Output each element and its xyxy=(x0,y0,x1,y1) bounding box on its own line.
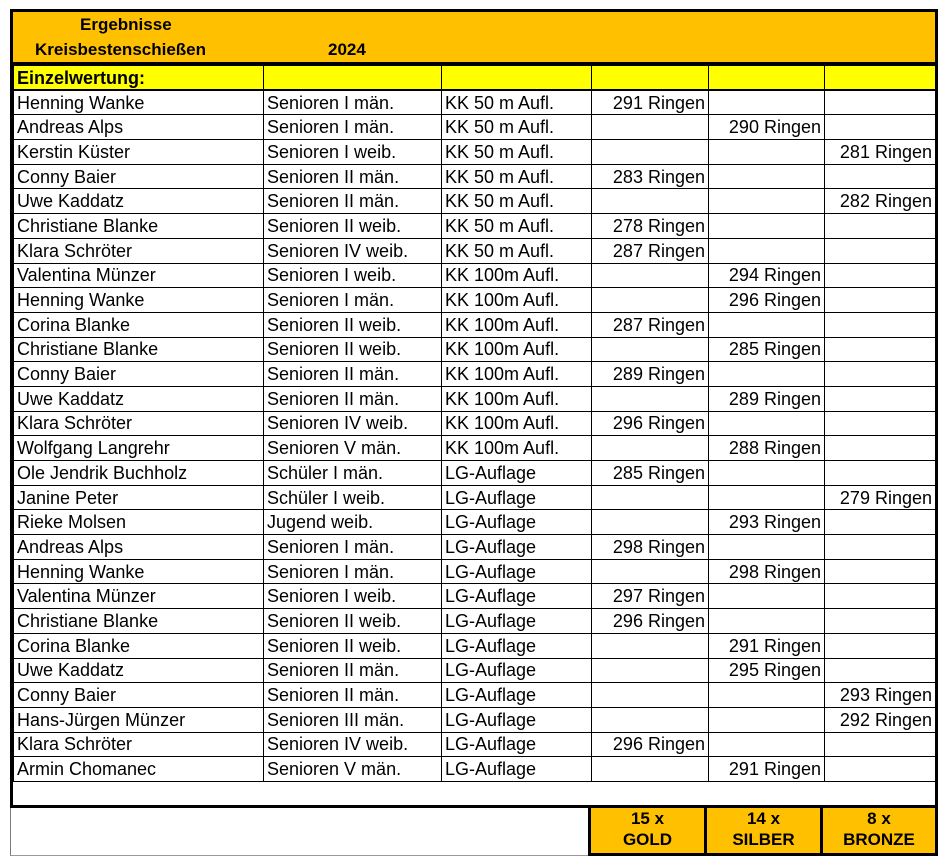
discipline-cell[interactable]: KK 100m Aufl. xyxy=(442,411,592,436)
silber-cell[interactable]: 288 Ringen xyxy=(709,436,825,461)
table-row xyxy=(14,189,936,214)
name-cell[interactable]: Corina Blanke xyxy=(14,633,264,658)
discipline-cell[interactable]: KK 50 m Aufl. xyxy=(442,164,592,189)
silber-cell[interactable] xyxy=(709,238,825,263)
gold-cell[interactable] xyxy=(592,288,709,313)
discipline-cell[interactable]: KK 50 m Aufl. xyxy=(442,115,592,140)
total-gold-cell[interactable] xyxy=(588,808,707,856)
gold-cell[interactable] xyxy=(592,757,709,782)
bronze-cell[interactable] xyxy=(825,362,936,387)
table-row xyxy=(14,411,936,436)
section-cell[interactable] xyxy=(442,66,592,91)
name-cell[interactable]: Uwe Kaddatz xyxy=(14,658,264,683)
discipline-cell[interactable]: LG-Auflage xyxy=(442,485,592,510)
silber-cell[interactable]: 295 Ringen xyxy=(709,658,825,683)
silber-cell[interactable] xyxy=(709,362,825,387)
class-cell[interactable]: Senioren II män. xyxy=(264,683,442,708)
section-cell[interactable] xyxy=(825,66,936,91)
gold-cell[interactable] xyxy=(592,707,709,732)
table-row xyxy=(14,683,936,708)
name-cell[interactable]: Henning Wanke xyxy=(14,288,264,313)
gold-cell[interactable]: 278 Ringen xyxy=(592,214,709,239)
table-row xyxy=(14,461,936,486)
discipline-cell[interactable]: LG-Auflage xyxy=(442,707,592,732)
silber-cell[interactable] xyxy=(709,411,825,436)
bronze-cell[interactable] xyxy=(825,461,936,486)
name-cell[interactable]: Ole Jendrik Buchholz xyxy=(14,461,264,486)
name-cell[interactable]: Christiane Blanke xyxy=(14,337,264,362)
bronze-cell[interactable] xyxy=(825,288,936,313)
class-cell[interactable]: Schüler I män. xyxy=(264,461,442,486)
bronze-cell[interactable] xyxy=(825,535,936,560)
discipline-cell[interactable]: KK 100m Aufl. xyxy=(442,436,592,461)
discipline-cell[interactable]: KK 100m Aufl. xyxy=(442,288,592,313)
discipline-cell[interactable]: LG-Auflage xyxy=(442,757,592,782)
silber-cell[interactable]: 298 Ringen xyxy=(709,559,825,584)
discipline-cell[interactable]: LG-Auflage xyxy=(442,559,592,584)
bronze-cell[interactable] xyxy=(825,584,936,609)
name-cell[interactable]: Klara Schröter xyxy=(14,238,264,263)
total-gold-label: GOLD xyxy=(622,830,673,849)
bronze-cell[interactable] xyxy=(825,633,936,658)
table-row xyxy=(14,312,936,337)
table-row xyxy=(14,510,936,535)
class-cell[interactable]: Senioren V män. xyxy=(264,757,442,782)
discipline-cell[interactable]: LG-Auflage xyxy=(442,683,592,708)
table-row xyxy=(14,436,936,461)
bronze-cell[interactable]: 282 Ringen xyxy=(825,189,936,214)
table-row xyxy=(14,584,936,609)
table-row xyxy=(14,288,936,313)
bronze-cell[interactable] xyxy=(825,609,936,634)
bronze-cell[interactable] xyxy=(825,238,936,263)
table-row xyxy=(14,90,936,115)
gold-cell[interactable]: 285 Ringen xyxy=(592,461,709,486)
header-year: 2024 xyxy=(328,40,366,59)
class-cell[interactable]: Senioren I män. xyxy=(264,535,442,560)
name-cell[interactable]: Hans-Jürgen Münzer xyxy=(14,707,264,732)
bronze-cell[interactable] xyxy=(825,214,936,239)
discipline-cell[interactable]: LG-Auflage xyxy=(442,658,592,683)
table-row xyxy=(14,485,936,510)
name-cell[interactable]: Rieke Molsen xyxy=(14,510,264,535)
bronze-cell[interactable] xyxy=(825,312,936,337)
silber-cell[interactable] xyxy=(709,609,825,634)
class-cell[interactable]: Senioren IV weib. xyxy=(264,732,442,757)
table-row xyxy=(14,658,936,683)
bronze-cell[interactable] xyxy=(825,559,936,584)
total-bronze-count: 8 x xyxy=(867,809,891,828)
class-cell[interactable]: Senioren II weib. xyxy=(264,337,442,362)
silber-cell[interactable] xyxy=(709,189,825,214)
class-cell[interactable]: Jugend weib. xyxy=(264,510,442,535)
gold-cell[interactable]: 291 Ringen xyxy=(592,90,709,115)
bronze-cell[interactable] xyxy=(825,658,936,683)
class-cell[interactable]: Senioren I weib. xyxy=(264,584,442,609)
class-cell[interactable]: Senioren I weib. xyxy=(264,263,442,288)
bronze-cell[interactable] xyxy=(825,510,936,535)
gold-cell[interactable] xyxy=(592,436,709,461)
gold-cell[interactable]: 287 Ringen xyxy=(592,238,709,263)
bronze-cell[interactable] xyxy=(825,757,936,782)
silber-cell[interactable] xyxy=(709,683,825,708)
bronze-cell[interactable] xyxy=(825,90,936,115)
total-bronze-cell[interactable] xyxy=(820,808,938,856)
discipline-cell[interactable]: LG-Auflage xyxy=(442,584,592,609)
gold-cell[interactable]: 296 Ringen xyxy=(592,411,709,436)
section-row xyxy=(14,66,936,91)
discipline-cell[interactable]: LG-Auflage xyxy=(442,461,592,486)
name-cell[interactable]: Conny Baier xyxy=(14,362,264,387)
bronze-cell[interactable]: 281 Ringen xyxy=(825,140,936,165)
class-cell[interactable]: Senioren II weib. xyxy=(264,633,442,658)
gold-cell[interactable] xyxy=(592,510,709,535)
class-cell[interactable]: Senioren V män. xyxy=(264,436,442,461)
class-cell[interactable]: Senioren II män. xyxy=(264,164,442,189)
header-subtitle: Kreisbestenschießen xyxy=(35,40,207,59)
discipline-cell[interactable]: KK 100m Aufl. xyxy=(442,362,592,387)
table-row xyxy=(14,164,936,189)
class-cell[interactable]: Senioren II weib. xyxy=(264,312,442,337)
class-cell[interactable]: Senioren I män. xyxy=(264,559,442,584)
silber-cell[interactable]: 294 Ringen xyxy=(709,263,825,288)
name-cell[interactable]: Armin Chomanec xyxy=(14,757,264,782)
name-cell[interactable]: Andreas Alps xyxy=(14,115,264,140)
table-row xyxy=(14,115,936,140)
silber-cell[interactable] xyxy=(709,535,825,560)
table-row xyxy=(14,263,936,288)
silber-cell[interactable]: 285 Ringen xyxy=(709,337,825,362)
bronze-cell[interactable] xyxy=(825,115,936,140)
class-cell[interactable]: Schüler I weib. xyxy=(264,485,442,510)
silber-cell[interactable]: 289 Ringen xyxy=(709,386,825,411)
discipline-cell[interactable]: LG-Auflage xyxy=(442,732,592,757)
gold-cell[interactable] xyxy=(592,189,709,214)
bronze-cell[interactable] xyxy=(825,337,936,362)
gold-cell[interactable]: 297 Ringen xyxy=(592,584,709,609)
table-row xyxy=(14,609,936,634)
class-cell[interactable]: Senioren II män. xyxy=(264,362,442,387)
table-row xyxy=(14,757,936,782)
discipline-cell[interactable]: LG-Auflage xyxy=(442,633,592,658)
gold-cell[interactable] xyxy=(592,559,709,584)
gold-cell[interactable] xyxy=(592,337,709,362)
gold-cell[interactable]: 287 Ringen xyxy=(592,312,709,337)
totals-footer xyxy=(10,808,938,856)
silber-cell[interactable] xyxy=(709,164,825,189)
class-cell[interactable]: Senioren II weib. xyxy=(264,214,442,239)
bronze-cell[interactable]: 293 Ringen xyxy=(825,683,936,708)
discipline-cell[interactable]: KK 100m Aufl. xyxy=(442,263,592,288)
class-cell[interactable]: Senioren IV weib. xyxy=(264,411,442,436)
name-cell[interactable]: Conny Baier xyxy=(14,164,264,189)
name-cell[interactable]: Andreas Alps xyxy=(14,535,264,560)
silber-cell[interactable]: 291 Ringen xyxy=(709,633,825,658)
section-cell[interactable] xyxy=(592,66,709,91)
class-cell[interactable]: Senioren II män. xyxy=(264,386,442,411)
discipline-cell[interactable]: LG-Auflage xyxy=(442,609,592,634)
table-row xyxy=(14,707,936,732)
gold-cell[interactable]: 283 Ringen xyxy=(592,164,709,189)
total-silber-count: 14 x xyxy=(746,809,781,828)
gold-cell[interactable]: 298 Ringen xyxy=(592,535,709,560)
silber-cell[interactable] xyxy=(709,485,825,510)
discipline-cell[interactable]: KK 50 m Aufl. xyxy=(442,90,592,115)
table-row xyxy=(14,214,936,239)
discipline-cell[interactable]: KK 100m Aufl. xyxy=(442,386,592,411)
class-cell[interactable]: Senioren I weib. xyxy=(264,140,442,165)
name-cell[interactable]: Christiane Blanke xyxy=(14,609,264,634)
table-row xyxy=(14,386,936,411)
bronze-cell[interactable]: 292 Ringen xyxy=(825,707,936,732)
class-cell[interactable]: Senioren I män. xyxy=(264,288,442,313)
table-row xyxy=(14,559,936,584)
name-cell[interactable]: Janine Peter xyxy=(14,485,264,510)
silber-cell[interactable] xyxy=(709,461,825,486)
bronze-cell[interactable] xyxy=(825,263,936,288)
total-gold-count: 15 x xyxy=(630,809,665,828)
name-cell[interactable]: Wolfgang Langrehr xyxy=(14,436,264,461)
table-row xyxy=(14,362,936,387)
discipline-cell[interactable]: LG-Auflage xyxy=(442,535,592,560)
silber-cell[interactable] xyxy=(709,584,825,609)
name-cell[interactable]: Henning Wanke xyxy=(14,559,264,584)
section-cell[interactable] xyxy=(709,66,825,91)
gold-cell[interactable]: 296 Ringen xyxy=(592,732,709,757)
bronze-cell[interactable] xyxy=(825,411,936,436)
name-cell[interactable]: Klara Schröter xyxy=(14,732,264,757)
table-row xyxy=(14,238,936,263)
class-cell[interactable]: Senioren II män. xyxy=(264,658,442,683)
bronze-cell[interactable] xyxy=(825,164,936,189)
gold-cell[interactable] xyxy=(592,263,709,288)
silber-cell[interactable] xyxy=(709,707,825,732)
bronze-cell[interactable] xyxy=(825,436,936,461)
silber-cell[interactable] xyxy=(709,312,825,337)
name-cell[interactable]: Corina Blanke xyxy=(14,312,264,337)
silber-cell[interactable] xyxy=(709,140,825,165)
discipline-cell[interactable]: KK 50 m Aufl. xyxy=(442,214,592,239)
discipline-cell[interactable]: LG-Auflage xyxy=(442,510,592,535)
gold-cell[interactable]: 289 Ringen xyxy=(592,362,709,387)
gold-cell[interactable] xyxy=(592,386,709,411)
silber-cell[interactable] xyxy=(709,90,825,115)
gold-cell[interactable] xyxy=(592,115,709,140)
table-row xyxy=(14,337,936,362)
silber-cell[interactable]: 296 Ringen xyxy=(709,288,825,313)
table-row xyxy=(14,633,936,658)
name-cell[interactable]: Conny Baier xyxy=(14,683,264,708)
header-title: Ergebnisse xyxy=(80,15,172,34)
silber-cell[interactable] xyxy=(709,732,825,757)
name-cell[interactable]: Uwe Kaddatz xyxy=(14,189,264,214)
discipline-cell[interactable]: KK 100m Aufl. xyxy=(442,312,592,337)
gold-cell[interactable] xyxy=(592,140,709,165)
gold-cell[interactable]: 296 Ringen xyxy=(592,609,709,634)
table-row xyxy=(14,140,936,165)
silber-cell[interactable]: 293 Ringen xyxy=(709,510,825,535)
discipline-cell[interactable]: KK 100m Aufl. xyxy=(442,337,592,362)
sheet-header xyxy=(13,12,935,65)
bronze-cell[interactable] xyxy=(825,386,936,411)
class-cell[interactable]: Senioren I män. xyxy=(264,115,442,140)
silber-cell[interactable] xyxy=(709,214,825,239)
name-cell[interactable]: Kerstin Küster xyxy=(14,140,264,165)
gold-cell[interactable] xyxy=(592,633,709,658)
gold-cell[interactable] xyxy=(592,683,709,708)
name-cell[interactable]: Klara Schröter xyxy=(14,411,264,436)
bronze-cell[interactable]: 279 Ringen xyxy=(825,485,936,510)
class-cell[interactable]: Senioren II weib. xyxy=(264,609,442,634)
name-cell[interactable]: Valentina Münzer xyxy=(14,584,264,609)
class-cell[interactable]: Senioren II män. xyxy=(264,189,442,214)
discipline-cell[interactable]: KK 50 m Aufl. xyxy=(442,238,592,263)
bronze-cell[interactable] xyxy=(825,732,936,757)
table-row xyxy=(14,732,936,757)
silber-cell[interactable]: 290 Ringen xyxy=(709,115,825,140)
silber-cell[interactable]: 291 Ringen xyxy=(709,757,825,782)
total-silber-label: SILBER xyxy=(732,830,795,849)
name-cell[interactable]: Henning Wanke xyxy=(14,90,264,115)
section-label[interactable]: Einzelwertung: xyxy=(14,66,264,91)
name-cell[interactable]: Uwe Kaddatz xyxy=(14,386,264,411)
class-cell[interactable]: Senioren III män. xyxy=(264,707,442,732)
gold-cell[interactable] xyxy=(592,658,709,683)
class-cell[interactable]: Senioren IV weib. xyxy=(264,238,442,263)
table-row xyxy=(14,535,936,560)
section-cell[interactable] xyxy=(264,66,442,91)
total-bronze-label: BRONZE xyxy=(843,830,915,849)
discipline-cell[interactable]: KK 50 m Aufl. xyxy=(442,189,592,214)
class-cell[interactable]: Senioren I män. xyxy=(264,90,442,115)
results-sheet xyxy=(10,9,938,808)
footer-empty xyxy=(10,808,588,856)
total-silber-cell[interactable] xyxy=(704,808,823,856)
results-table xyxy=(13,65,936,782)
name-cell[interactable]: Valentina Münzer xyxy=(14,263,264,288)
gold-cell[interactable] xyxy=(592,485,709,510)
name-cell[interactable]: Christiane Blanke xyxy=(14,214,264,239)
discipline-cell[interactable]: KK 50 m Aufl. xyxy=(442,140,592,165)
